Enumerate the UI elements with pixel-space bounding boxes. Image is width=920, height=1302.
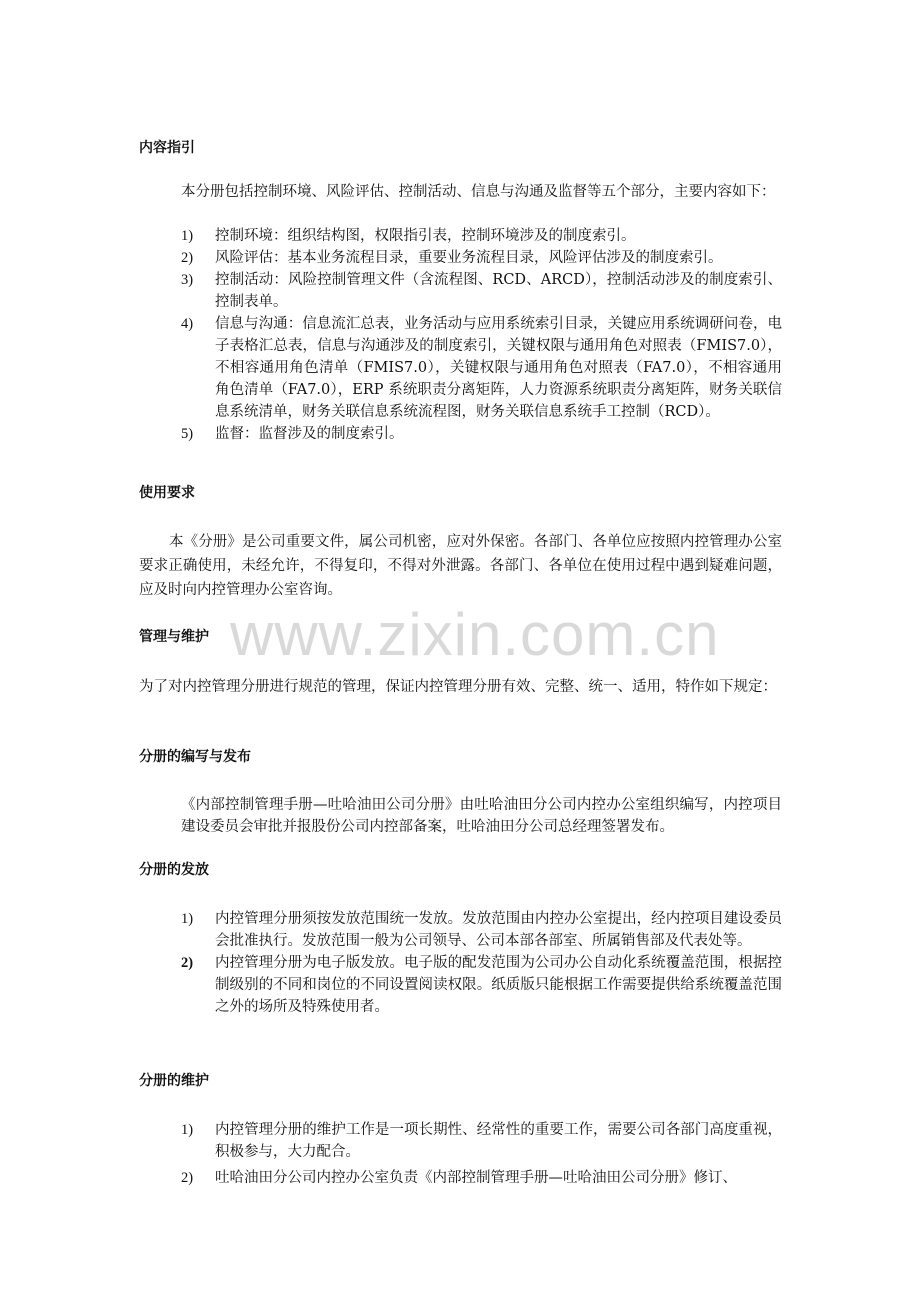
list-number: 4) (181, 316, 194, 332)
list-item (181, 313, 782, 423)
list-number: 1) (181, 911, 194, 927)
management-text: 为了对内控管理分册进行规范的管理，保证内控管理分册有效、完整、统一、适用，特作如下规定： (139, 679, 777, 695)
list-item (181, 908, 782, 952)
list-number: 2) (181, 955, 194, 971)
compile-text: 《内部控制管理手册—吐哈油田公司分册》由吐哈油田分公司内控办公室组织编写，内控项目建设委员会审批并报股份公司内控部备案，吐哈油田分公司总经理签署发布。 (181, 797, 782, 835)
list-number: 3) (181, 272, 194, 288)
list-text: 内控管理分册须按发放范围统一发放。发放范围由内控办公室提出，经内控项目建设委员会批准执行。发放范围一般为公司领导、公司本部各部室、所属销售部及代表处等。 (215, 911, 782, 949)
list-text: 监督：监督涉及的制度索引。 (215, 426, 404, 442)
heading-maintenance: 分册的维护 (139, 1073, 209, 1089)
list-text: 控制环境：组织结构图，权限指引表，控制环境涉及的制度索引。 (215, 228, 636, 244)
list-text: 信息与沟通：信息流汇总表，业务活动与应用系统索引目录，关键应用系统调研问卷，电子表格汇总表，信息与沟通涉及的制度索引，关键权限与通用角色对照表（FMIS7.0），不相容通用角色清单（FMIS7.0），关键权限与通用角色对照表（FA7.0），不相容通用角色清单（FA7.0），ERP 系统职责分离矩阵，人力资源系统职责分离矩阵，财务关联信息系统清单，财务关联信息系统流程图，财务关联信息系统手工控制（RCD）。 (215, 316, 782, 420)
heading-distribute: 分册的发放 (139, 862, 209, 878)
list-item (181, 1119, 782, 1163)
heading-content-guide: 内容指引 (139, 140, 195, 156)
heading-compile: 分册的编写与发布 (139, 749, 251, 765)
list-number: 1) (181, 228, 194, 244)
list-item (181, 423, 782, 445)
heading-management: 管理与维护 (139, 629, 209, 645)
usage-text: 本《分册》是公司重要文件，属公司机密，应对外保密。各部门、各单位应按照内控管理办公室要求正确使用，未经允许，不得复印，不得对外泄露。各部门、各单位在使用过程中遇到疑难问题，应及时向内控管理办公室咨询。 (139, 534, 782, 598)
list-text: 内控管理分册为电子版发放。电子版的配发范围为公司办公自动化系统覆盖范围，根据控制级别的不同和岗位的不同设置阅读权限。纸质版只能根据工作需要提供给系统覆盖范围之外的场所及特殊使用者。 (215, 955, 782, 1015)
distribute-list (181, 908, 782, 1018)
list-text: 风险评估：基本业务流程目录，重要业务流程目录，风险评估涉及的制度索引。 (215, 250, 723, 266)
list-item (181, 269, 782, 313)
list-item (181, 225, 782, 247)
list-number: 1) (181, 1122, 194, 1138)
heading-usage: 使用要求 (139, 485, 195, 501)
list-item (181, 247, 782, 269)
list-text: 内控管理分册的维护工作是一项长期性、经常性的重要工作，需要公司各部门高度重视，积极参与，大力配合。 (215, 1122, 782, 1160)
list-text: 吐哈油田分公司内控办公室负责《内部控制管理手册—吐哈油田公司分册》修订、 (215, 1170, 737, 1186)
list-text: 控制活动：风险控制管理文件（含流程图、RCD、ARCD），控制活动涉及的制度索引、控制表单。 (215, 272, 782, 310)
list-item (181, 1167, 782, 1189)
content-guide-intro: 本分册包括控制环境、风险评估、控制活动、信息与沟通及监督等五个部分，主要内容如下： (181, 184, 776, 200)
list-number: 5) (181, 426, 194, 442)
maintenance-list (181, 1119, 782, 1189)
list-number: 2) (181, 250, 194, 266)
list-number: 2) (181, 1170, 194, 1186)
watermark: www.zixin.com.cn (230, 601, 720, 668)
content-guide-list (181, 225, 782, 445)
list-item (181, 952, 782, 1018)
